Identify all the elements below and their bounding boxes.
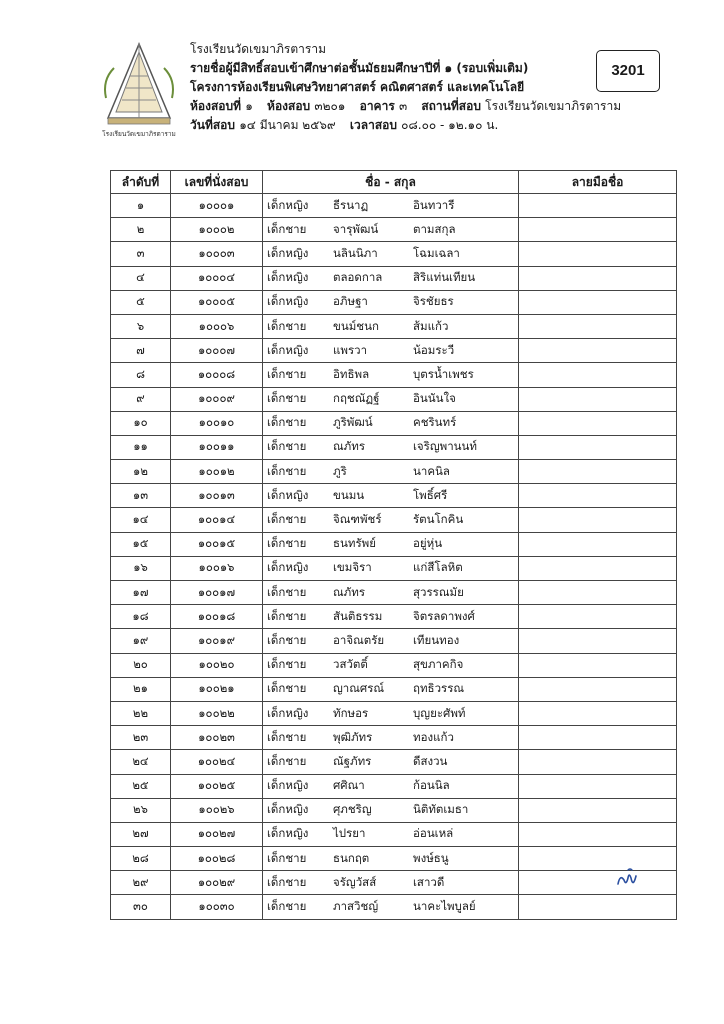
last-name: ดีสงวน	[413, 753, 448, 768]
table-row	[111, 266, 677, 290]
signature-cell[interactable]	[519, 339, 677, 363]
order-number: ๔	[111, 266, 171, 290]
table-row	[111, 581, 677, 605]
first-name: อภิษฐา	[333, 294, 368, 309]
order-number: ๑๖	[111, 556, 171, 580]
candidate-name	[263, 677, 519, 701]
building-label: อาคาร	[359, 99, 395, 113]
name-prefix: เด็กหญิง	[267, 560, 309, 575]
first-name: ณภัทร	[333, 439, 366, 454]
signature-cell[interactable]	[519, 750, 677, 774]
seat-number: ๑๐๐๒๔	[171, 750, 263, 774]
name-prefix: เด็กชาย	[267, 536, 307, 551]
candidate-table	[110, 170, 677, 920]
first-name: แพรวา	[333, 342, 368, 357]
table-row	[111, 726, 677, 750]
table-row	[111, 822, 677, 846]
signature-cell[interactable]	[519, 532, 677, 556]
signature-cell[interactable]	[519, 605, 677, 629]
first-name: ทักษอร	[333, 705, 369, 720]
table-row	[111, 435, 677, 459]
first-name: ขนมน	[333, 487, 365, 502]
room-number: ๑	[245, 99, 253, 113]
table-row	[111, 242, 677, 266]
candidate-name	[263, 508, 519, 532]
seat-number: ๑๐๐๐๓	[171, 242, 263, 266]
order-number: ๒๕	[111, 774, 171, 798]
order-number: ๒๓	[111, 726, 171, 750]
seat-number: ๑๐๐๒๑	[171, 677, 263, 701]
candidate-name	[263, 605, 519, 629]
last-name: จิตรลดาพงศ์	[413, 608, 475, 623]
last-name: จิรชัยธร	[413, 294, 454, 309]
candidate-name	[263, 411, 519, 435]
order-number: ๒๖	[111, 798, 171, 822]
name-prefix: เด็กชาย	[267, 753, 307, 768]
table-row	[111, 484, 677, 508]
signature-cell[interactable]	[519, 411, 677, 435]
candidate-name	[263, 484, 519, 508]
seat-number: ๑๐๐๑๙	[171, 629, 263, 653]
table-row	[111, 411, 677, 435]
signature-cell[interactable]	[519, 314, 677, 338]
order-number: ๕	[111, 290, 171, 314]
name-prefix: เด็กชาย	[267, 439, 307, 454]
document-title: รายชื่อผู้มีสิทธิ์สอบเข้าศึกษาต่อชั้นมัธยมศึกษาปีที่ ๑ (รอบเพิ่มเติม)	[190, 61, 529, 75]
candidate-name	[263, 701, 519, 725]
name-prefix: เด็กชาย	[267, 221, 307, 236]
candidate-name	[263, 629, 519, 653]
seat-number: ๑๐๐๒๓	[171, 726, 263, 750]
name-prefix: เด็กหญิง	[267, 342, 309, 357]
name-prefix: เด็กชาย	[267, 318, 307, 333]
first-name: ธนกฤต	[333, 850, 370, 865]
column-header-order: ลำดับที่	[111, 171, 171, 194]
last-name: สุวรรณมัย	[413, 584, 464, 599]
name-prefix: เด็กชาย	[267, 899, 307, 914]
candidate-name	[263, 460, 519, 484]
signature-cell[interactable]	[519, 194, 677, 218]
candidate-name	[263, 266, 519, 290]
seat-number: ๑๐๐๑๖	[171, 556, 263, 580]
name-prefix: เด็กหญิง	[267, 270, 309, 285]
first-name: จิณฑพัชร์	[333, 512, 382, 527]
signature-cell[interactable]	[519, 484, 677, 508]
first-name: ศุภชริญ	[333, 802, 372, 817]
last-name: ส้มแก้ว	[413, 318, 449, 333]
order-number: ๒๑	[111, 677, 171, 701]
seat-number: ๑๐๐๒๕	[171, 774, 263, 798]
first-name: ณภัทร	[333, 584, 366, 599]
seat-number: ๑๐๐๒๗	[171, 822, 263, 846]
last-name: คชรินทร์	[413, 415, 457, 430]
name-prefix: เด็กหญิง	[267, 294, 309, 309]
table-row	[111, 339, 677, 363]
exam-date: ๑๔ มีนาคม ๒๕๖๙	[239, 118, 336, 132]
order-number: ๖	[111, 314, 171, 338]
name-prefix: เด็กชาย	[267, 415, 307, 430]
candidate-name	[263, 314, 519, 338]
last-name: เสาวดี	[413, 874, 445, 889]
seat-number: ๑๐๐๒๖	[171, 798, 263, 822]
first-name: ภาสวิชญ์	[333, 899, 379, 914]
order-number: ๑๐	[111, 411, 171, 435]
logo-caption: โรงเรียนวัดเขมาภิรตาราม	[102, 130, 176, 138]
exam-room-number: ๓๒๐๑	[314, 99, 346, 113]
order-number: ๒๙	[111, 871, 171, 895]
first-name: วสวัตติ์	[333, 657, 368, 672]
seat-number: ๑๐๐๒๒	[171, 701, 263, 725]
candidate-name	[263, 774, 519, 798]
candidate-name	[263, 822, 519, 846]
table-row	[111, 750, 677, 774]
name-prefix: เด็กชาย	[267, 463, 307, 478]
order-number: ๒๐	[111, 653, 171, 677]
candidate-name	[263, 290, 519, 314]
last-name: บุตรน้ำเพชร	[413, 366, 474, 381]
table-row	[111, 653, 677, 677]
signature-cell[interactable]	[519, 871, 677, 895]
name-prefix: เด็กหญิง	[267, 705, 309, 720]
signature-cell[interactable]	[519, 460, 677, 484]
order-number: ๒๗	[111, 822, 171, 846]
last-name: เจริญพานนท์	[413, 439, 477, 454]
exam-room-line	[190, 97, 622, 116]
signature-cell[interactable]	[519, 435, 677, 459]
order-number: ๑๒	[111, 460, 171, 484]
signature-cell[interactable]	[519, 218, 677, 242]
exam-date-line	[190, 116, 590, 135]
candidate-name	[263, 363, 519, 387]
candidate-name	[263, 556, 519, 580]
room-code-box: 3201	[596, 50, 660, 92]
first-name: อาจิณตรัย	[333, 632, 385, 647]
signature-cell[interactable]	[519, 798, 677, 822]
order-number: ๒๘	[111, 847, 171, 871]
signature-cell[interactable]	[519, 629, 677, 653]
candidate-name	[263, 653, 519, 677]
order-number: ๒๒	[111, 701, 171, 725]
last-name: รัตนโกคิน	[413, 512, 464, 527]
last-name: อยู่หุ่น	[413, 536, 443, 551]
seat-number: ๑๐๐๑๒	[171, 460, 263, 484]
last-name: แก่สีโลหิต	[413, 560, 463, 575]
venue-label: สถานที่สอบ	[421, 99, 481, 113]
signature-cell[interactable]	[519, 895, 677, 919]
column-header-signature: ลายมือชื่อ	[519, 171, 677, 194]
name-prefix: เด็กหญิง	[267, 487, 309, 502]
signature-cell[interactable]	[519, 677, 677, 701]
candidate-name	[263, 871, 519, 895]
last-name: สิริแท่นเทียน	[413, 270, 476, 285]
seat-number: ๑๐๐๒๐	[171, 653, 263, 677]
name-prefix: เด็กหญิง	[267, 802, 309, 817]
seat-number: ๑๐๐๓๐	[171, 895, 263, 919]
table-header-row	[111, 171, 677, 194]
seat-number: ๑๐๐๐๖	[171, 314, 263, 338]
name-prefix: เด็กหญิง	[267, 245, 309, 260]
school-name: โรงเรียนวัดเขมาภิรตาราม	[190, 42, 326, 56]
signature-cell[interactable]	[519, 581, 677, 605]
candidate-name	[263, 581, 519, 605]
order-number: ๗	[111, 339, 171, 363]
last-name: นาคนิล	[413, 463, 450, 478]
seat-number: ๑๐๐๑๑	[171, 435, 263, 459]
document-header	[190, 40, 622, 135]
seat-number: ๑๐๐๐๕	[171, 290, 263, 314]
first-name: เขมจิรา	[333, 560, 372, 575]
seat-number: ๑๐๐๐๗	[171, 339, 263, 363]
signature-cell[interactable]	[519, 556, 677, 580]
order-number: ๓	[111, 242, 171, 266]
handwritten-initials	[614, 866, 642, 892]
table-row	[111, 701, 677, 725]
program-name: โครงการห้องเรียนพิเศษวิทยาศาสตร์ คณิตศาสตร์ และเทคโนโลยี	[190, 80, 525, 94]
signature-cell[interactable]	[519, 290, 677, 314]
candidate-name	[263, 242, 519, 266]
last-name: อ่อนเหล่	[413, 826, 454, 841]
table-row	[111, 290, 677, 314]
first-name: ณัฐภัทร	[333, 753, 372, 768]
signature-cell[interactable]	[519, 266, 677, 290]
candidate-name	[263, 726, 519, 750]
seat-number: ๑๐๐๑๔	[171, 508, 263, 532]
first-name: อิทธิพล	[333, 366, 370, 381]
signature-cell[interactable]	[519, 242, 677, 266]
first-name: ญาณศรณ์	[333, 681, 385, 696]
first-name: ตลอดกาล	[333, 270, 383, 285]
order-number: ๑	[111, 194, 171, 218]
table-row	[111, 871, 677, 895]
name-prefix: เด็กชาย	[267, 874, 307, 889]
order-number: ๑๘	[111, 605, 171, 629]
date-label: วันที่สอบ	[190, 118, 235, 132]
first-name: กฤชณัฏฐ์	[333, 391, 380, 406]
order-number: ๑๕	[111, 532, 171, 556]
first-name: นลินนิภา	[333, 245, 378, 260]
candidate-name	[263, 750, 519, 774]
table-row	[111, 532, 677, 556]
name-prefix: เด็กหญิง	[267, 197, 309, 212]
name-prefix: เด็กชาย	[267, 608, 307, 623]
last-name: ทองแก้ว	[413, 729, 454, 744]
seat-number: ๑๐๐๒๘	[171, 847, 263, 871]
first-name: ธีรนาฏ	[333, 197, 369, 212]
signature-cell[interactable]	[519, 653, 677, 677]
name-prefix: เด็กหญิง	[267, 826, 309, 841]
table-row	[111, 677, 677, 701]
candidate-name	[263, 847, 519, 871]
order-number: ๑๙	[111, 629, 171, 653]
signature-cell[interactable]	[519, 726, 677, 750]
last-name: ตามสกุล	[413, 221, 456, 236]
order-number: ๑๔	[111, 508, 171, 532]
building-number: ๓	[398, 99, 408, 113]
name-prefix: เด็กหญิง	[267, 778, 309, 793]
name-prefix: เด็กชาย	[267, 512, 307, 527]
seat-number: ๑๐๐๐๙	[171, 387, 263, 411]
name-prefix: เด็กชาย	[267, 366, 307, 381]
last-name: โพธิ์ศรี	[413, 487, 448, 502]
name-prefix: เด็กชาย	[267, 584, 307, 599]
name-prefix: เด็กชาย	[267, 850, 307, 865]
signature-cell[interactable]	[519, 387, 677, 411]
signature-cell[interactable]	[519, 701, 677, 725]
last-name: อินนันใจ	[413, 391, 456, 406]
signature-cell[interactable]	[519, 363, 677, 387]
exam-time: ๐๘.๐๐ - ๑๒.๑๐ น.	[401, 118, 499, 132]
last-name: สุขภาคกิจ	[413, 657, 464, 672]
order-number: ๑๓	[111, 484, 171, 508]
seat-number: ๑๐๐๐๑	[171, 194, 263, 218]
school-logo	[100, 40, 178, 140]
candidate-name	[263, 194, 519, 218]
order-number: ๒	[111, 218, 171, 242]
room-label: ห้องสอบที่	[190, 99, 242, 113]
time-label: เวลาสอบ	[349, 118, 397, 132]
last-name: ก้อนนิล	[413, 778, 450, 793]
last-name: น้อมระวี	[413, 342, 455, 357]
first-name: ภูริพัฒน์	[333, 415, 373, 430]
seat-number: ๑๐๐๐๒	[171, 218, 263, 242]
first-name: ภูริ	[333, 463, 347, 478]
seat-number: ๑๐๐๐๔	[171, 266, 263, 290]
order-number: ๘	[111, 363, 171, 387]
first-name: ไปรยา	[333, 826, 366, 841]
first-name: จรัญวัสส์	[333, 874, 377, 889]
table-row	[111, 798, 677, 822]
column-header-name: ชื่อ - สกุล	[263, 171, 519, 194]
first-name: ขนม์ชนก	[333, 318, 379, 333]
seat-number: ๑๐๐๑๐	[171, 411, 263, 435]
seat-number: ๑๐๐๐๘	[171, 363, 263, 387]
first-name: ศศิณา	[333, 778, 365, 793]
name-prefix: เด็กชาย	[267, 681, 307, 696]
table-row	[111, 774, 677, 798]
first-name: จารุพัฒน์	[333, 221, 379, 236]
order-number: ๒๔	[111, 750, 171, 774]
order-number: ๓๐	[111, 895, 171, 919]
candidate-name	[263, 435, 519, 459]
signature-cell[interactable]	[519, 508, 677, 532]
candidate-name	[263, 339, 519, 363]
first-name: สันติธรรม	[333, 608, 383, 623]
candidate-name	[263, 387, 519, 411]
last-name: โฉมเฉลา	[413, 245, 460, 260]
table-row	[111, 314, 677, 338]
name-prefix: เด็กชาย	[267, 632, 307, 647]
table-row	[111, 387, 677, 411]
venue-name: โรงเรียนวัดเขมาภิรตาราม	[485, 99, 622, 113]
table-row	[111, 629, 677, 653]
last-name: ฤทธิวรรณ	[413, 681, 465, 696]
seat-number: ๑๐๐๑๓	[171, 484, 263, 508]
exam-room-label: ห้องสอบ	[267, 99, 311, 113]
table-row	[111, 508, 677, 532]
last-name: นิติทัตเมธา	[413, 802, 469, 817]
order-number: ๑๑	[111, 435, 171, 459]
name-prefix: เด็กชาย	[267, 391, 307, 406]
last-name: บุญยะศัพท์	[413, 705, 466, 720]
signature-cell[interactable]	[519, 847, 677, 871]
candidate-name	[263, 798, 519, 822]
column-header-seat: เลขที่นั่งสอบ	[171, 171, 263, 194]
first-name: พุฒิภัทร	[333, 729, 373, 744]
signature-cell[interactable]	[519, 822, 677, 846]
seat-number: ๑๐๐๑๕	[171, 532, 263, 556]
order-number: ๑๗	[111, 581, 171, 605]
table-row	[111, 895, 677, 919]
name-prefix: เด็กชาย	[267, 729, 307, 744]
name-prefix: เด็กชาย	[267, 657, 307, 672]
last-name: นาคะไพบูลย์	[413, 899, 476, 914]
first-name: ธนทรัพย์	[333, 536, 376, 551]
last-name: เทียนทอง	[413, 632, 460, 647]
candidate-name	[263, 532, 519, 556]
order-number: ๙	[111, 387, 171, 411]
candidate-name	[263, 218, 519, 242]
table-row	[111, 847, 677, 871]
table-row	[111, 605, 677, 629]
table-row	[111, 363, 677, 387]
seat-number: ๑๐๐๑๘	[171, 605, 263, 629]
table-row	[111, 218, 677, 242]
candidate-name	[263, 895, 519, 919]
last-name: อินทวารี	[413, 197, 455, 212]
seat-number: ๑๐๐๒๙	[171, 871, 263, 895]
signature-cell[interactable]	[519, 774, 677, 798]
table-body	[111, 194, 677, 920]
table-row	[111, 194, 677, 218]
table-row	[111, 460, 677, 484]
seat-number: ๑๐๐๑๗	[171, 581, 263, 605]
last-name: พงษ์ธนู	[413, 850, 449, 865]
table-row	[111, 556, 677, 580]
